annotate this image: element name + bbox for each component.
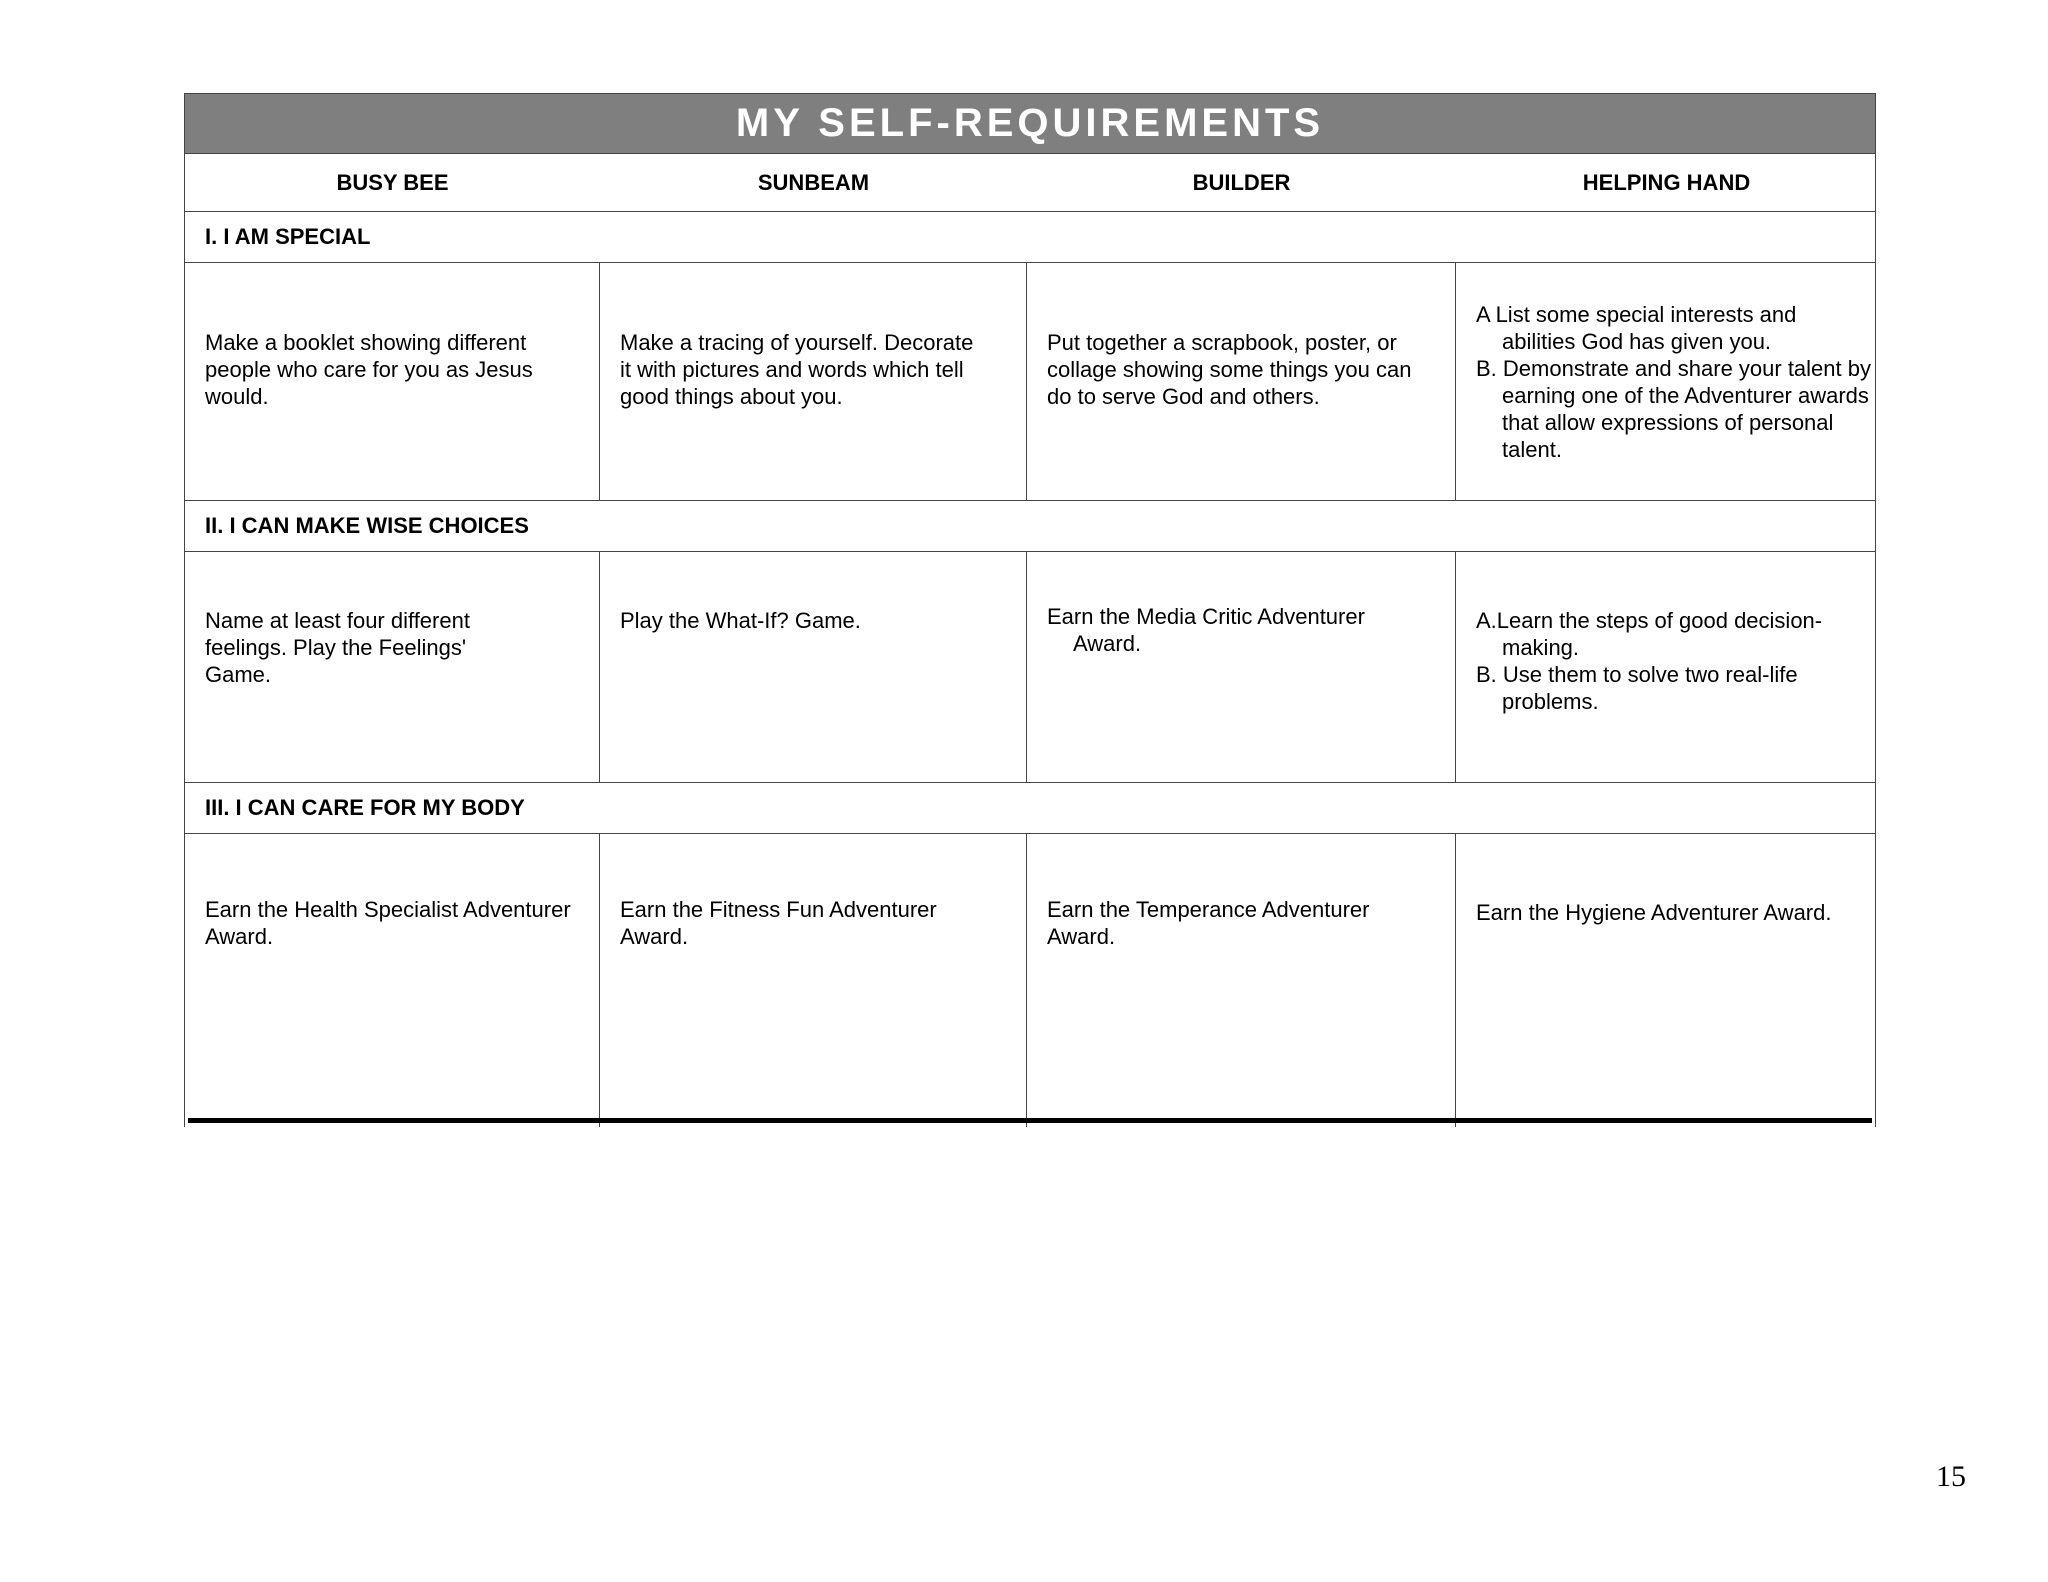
- cell-builder: [1027, 552, 1456, 782]
- cell-line: Make a booklet showing different: [205, 330, 527, 355]
- cell-line: Play the What-If? Game.: [620, 608, 861, 633]
- cell-line: Earn the Temperance Adventurer: [1047, 897, 1370, 922]
- cell-builder: [1027, 263, 1456, 500]
- cell-sunbeam: [600, 834, 1027, 1127]
- cell-line: people who care for you as Jesus: [205, 357, 533, 382]
- column-header-busy-bee: BUSY BEE: [336, 169, 449, 195]
- cell-helping-hand: [1456, 552, 1877, 782]
- requirements-table: [184, 93, 1876, 1127]
- cell-busy-bee: [185, 552, 600, 782]
- cell-line: Earn the Hygiene Adventurer Award.: [1476, 900, 1832, 925]
- cell-line: collage showing some things you can: [1047, 357, 1412, 382]
- cell-line: Earn the Health Specialist Adventurer: [205, 897, 571, 922]
- column-header-builder: BUILDER: [1192, 169, 1291, 195]
- cell-helping-hand: [1456, 263, 1877, 500]
- cell-helping-hand: [1456, 834, 1877, 1127]
- list-item: A List some special interests and abilities God has given you.: [1476, 302, 1797, 354]
- cell-busy-bee: [185, 263, 600, 500]
- section-row-i-am-special: [185, 263, 1875, 501]
- cell-line: it with pictures and words which tell: [620, 357, 964, 382]
- column-header-sunbeam: SUNBEAM: [757, 169, 870, 195]
- column-headers: [185, 154, 1875, 212]
- cell-line: Name at least four different: [205, 608, 470, 633]
- cell-line: good things about you.: [620, 384, 843, 409]
- section-heading-care-for-body: III. I CAN CARE FOR MY BODY: [185, 783, 1875, 834]
- cell-line: do to serve God and others.: [1047, 384, 1320, 409]
- section-row-wise-choices: [185, 552, 1875, 783]
- section-heading-wise-choices: II. I CAN MAKE WISE CHOICES: [185, 501, 1875, 552]
- table-bottom-rule: [188, 1118, 1872, 1123]
- cell-sunbeam: [600, 552, 1027, 782]
- page-title: MY SELF-REQUIREMENTS: [185, 94, 1875, 154]
- cell-line: Put together a scrapbook, poster, or: [1047, 330, 1397, 355]
- page-number: 15: [1936, 1460, 1966, 1493]
- list-item: B. Demonstrate and share your talent by earning one of the Adventurer awards that allow expressions of personal talent.: [1476, 356, 1871, 462]
- cell-line: Award.: [205, 924, 274, 949]
- list-item: B. Use them to solve two real-life problems.: [1476, 662, 1798, 714]
- cell-builder: [1027, 834, 1456, 1127]
- cell-sunbeam: [600, 263, 1027, 500]
- cell-line: feelings. Play the Feelings': [205, 635, 467, 660]
- section-heading-i-am-special: I. I AM SPECIAL: [185, 212, 1875, 263]
- list-item: A.Learn the steps of good decision-making.: [1476, 608, 1823, 660]
- cell-line: would.: [205, 384, 269, 409]
- cell-line: Earn the Media Critic Adventurer: [1047, 604, 1365, 629]
- cell-line: Game.: [205, 662, 272, 687]
- cell-line: Award.: [1047, 924, 1116, 949]
- cell-line: Make a tracing of yourself. Decorate: [620, 330, 974, 355]
- cell-line: Earn the Fitness Fun Adventurer: [620, 897, 937, 922]
- cell-busy-bee: [185, 834, 600, 1127]
- section-row-care-for-body: [185, 834, 1875, 1127]
- column-header-helping-hand: HELPING HAND: [1582, 169, 1751, 195]
- cell-line: Award.: [620, 924, 689, 949]
- cell-line: Award.: [1073, 631, 1142, 656]
